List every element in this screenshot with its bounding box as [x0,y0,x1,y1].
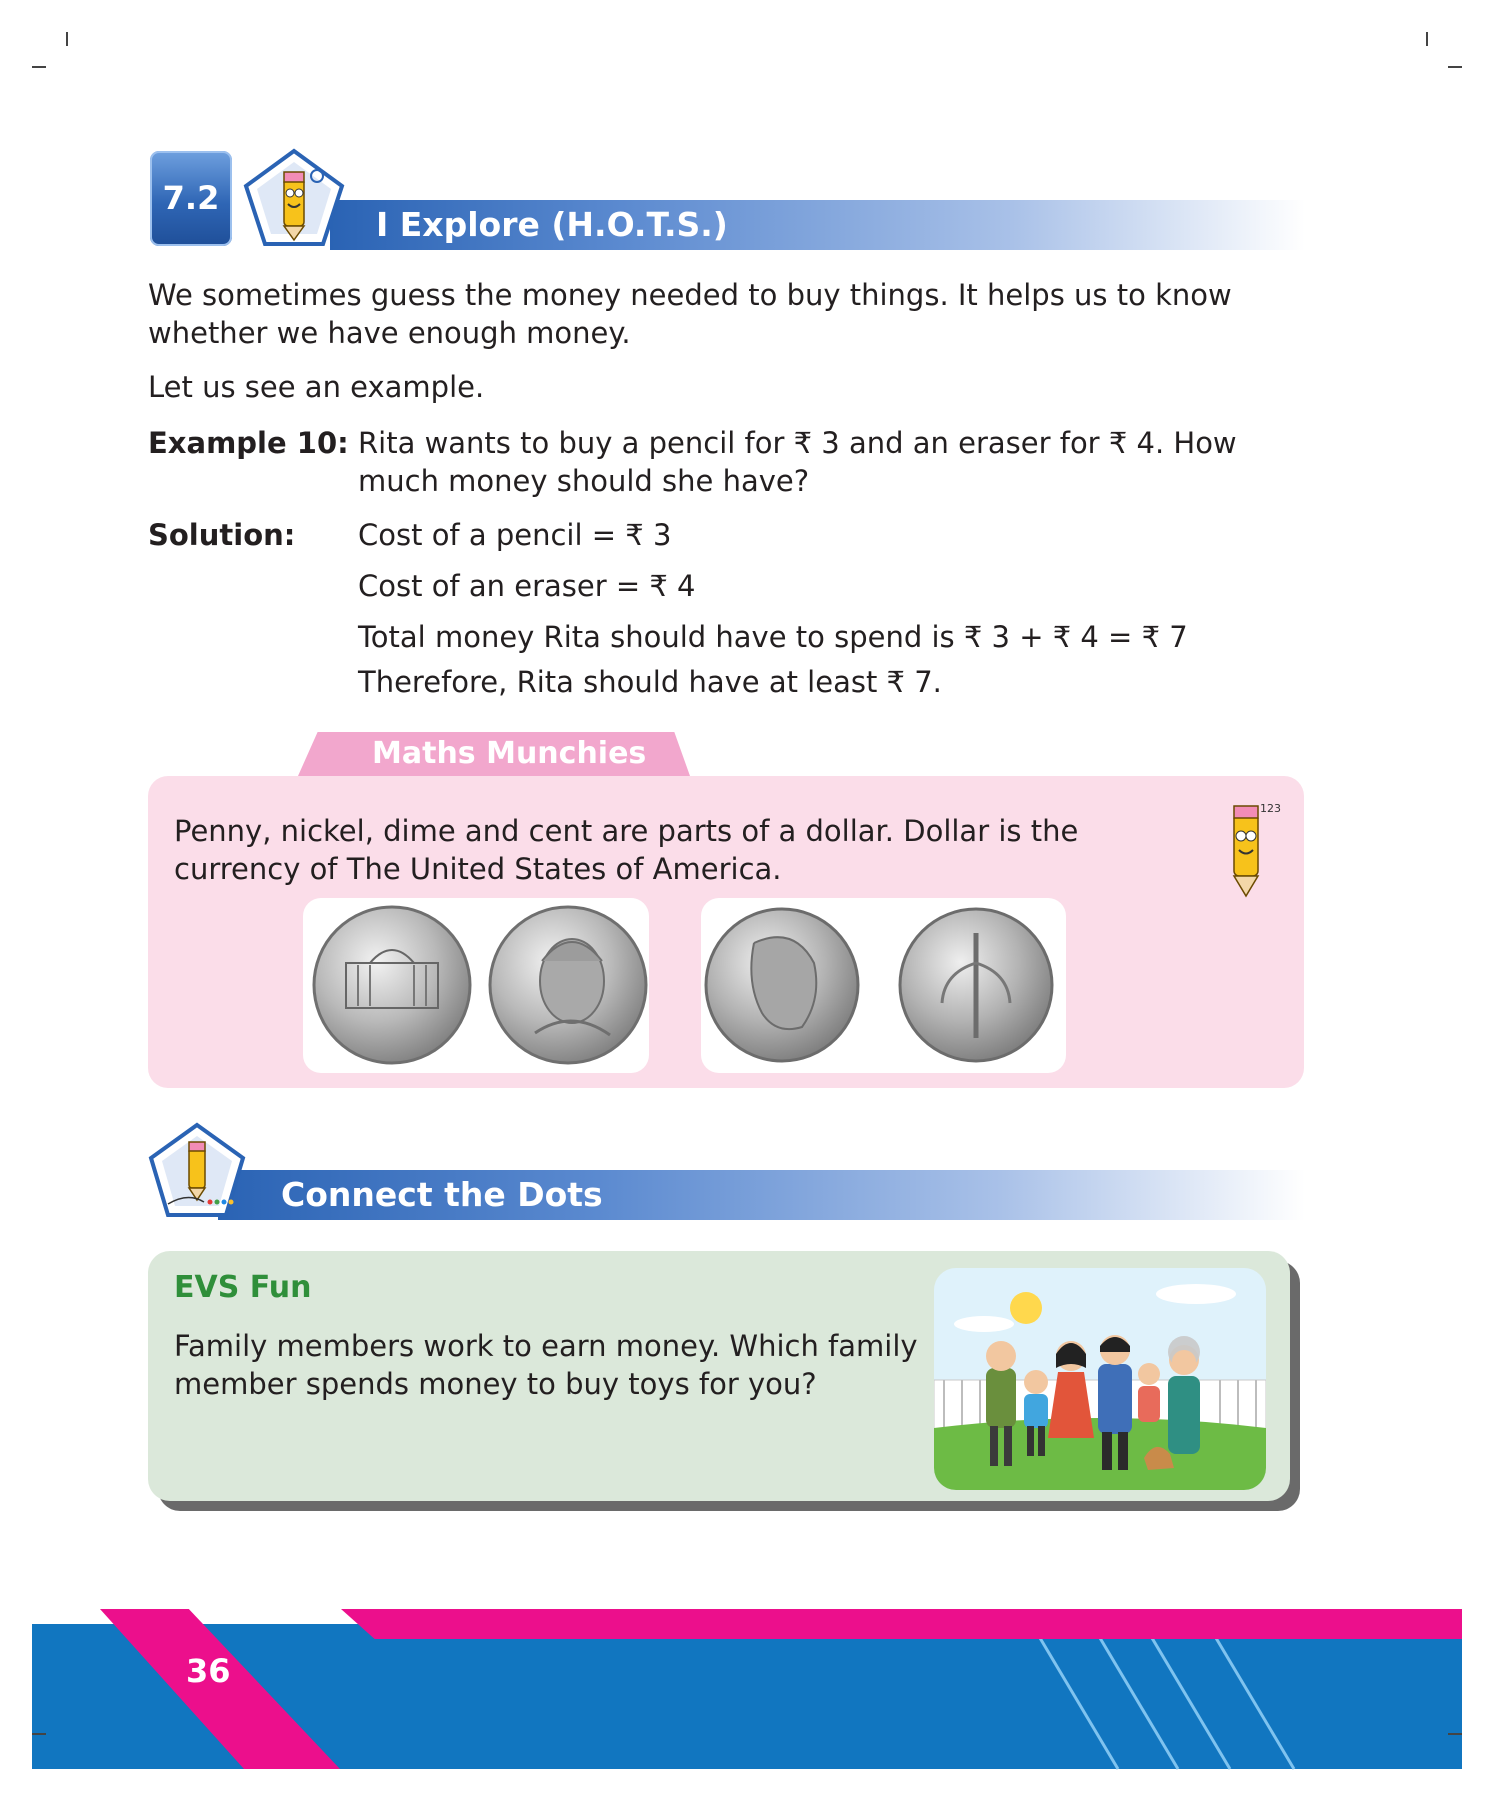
intro-line: whether we have enough money. [148,316,631,350]
example-text: much money should she have? [358,464,810,498]
solution-label: Solution: [148,518,296,552]
section-title: I Explore (H.O.T.S.) [376,205,728,244]
example-label: Example 10: [148,426,349,460]
solution-line: Total money Rita should have to spend is ₹ 3 + ₹ 4 = ₹ 7 [358,620,1188,654]
pencil-mascot-icon [1218,796,1281,906]
footer-pink-bar [341,1609,1462,1639]
evs-text: member spends money to buy toys for you? [174,1367,817,1401]
crop-mark [32,66,46,68]
intro-line: Let us see an example. [148,370,485,404]
solution-line: Therefore, Rita should have at least ₹ 7. [358,665,942,699]
footer-stripes [1040,1624,1320,1769]
section-number-badge [150,151,232,246]
pencil-mascot-icon [243,148,345,248]
dime-coin-image [706,903,1061,1068]
solution-line: Cost of a pencil = ₹ 3 [358,518,672,552]
connect-title: Connect the Dots [281,1175,603,1214]
solution-line: Cost of an eraser = ₹ 4 [358,569,696,603]
example-text: Rita wants to buy a pencil for ₹ 3 and an eraser for ₹ 4. How [358,426,1237,460]
munchies-text: currency of The United States of America. [174,852,782,886]
evs-title: EVS Fun [174,1270,312,1305]
family-illustration [934,1268,1266,1490]
crop-mark [66,32,68,46]
pencil-dots-icon [148,1122,246,1220]
crop-mark [1448,1733,1462,1735]
munchies-text: Penny, nickel, dime and cent are parts of a dollar. Dollar is the [174,814,1079,848]
section-number: 7.2 [162,179,220,217]
svg-text:123: 123 [1260,802,1281,815]
intro-line: We sometimes guess the money needed to buy things. It helps us to know [148,278,1232,312]
crop-mark [32,1733,46,1735]
maths-munchies-label: Maths Munchies [372,736,647,771]
page-number: 36 [186,1652,231,1690]
crop-mark [1448,66,1462,68]
evs-text: Family members work to earn money. Which family [174,1329,918,1363]
nickel-coin-image [310,903,650,1068]
crop-mark [1426,32,1428,46]
